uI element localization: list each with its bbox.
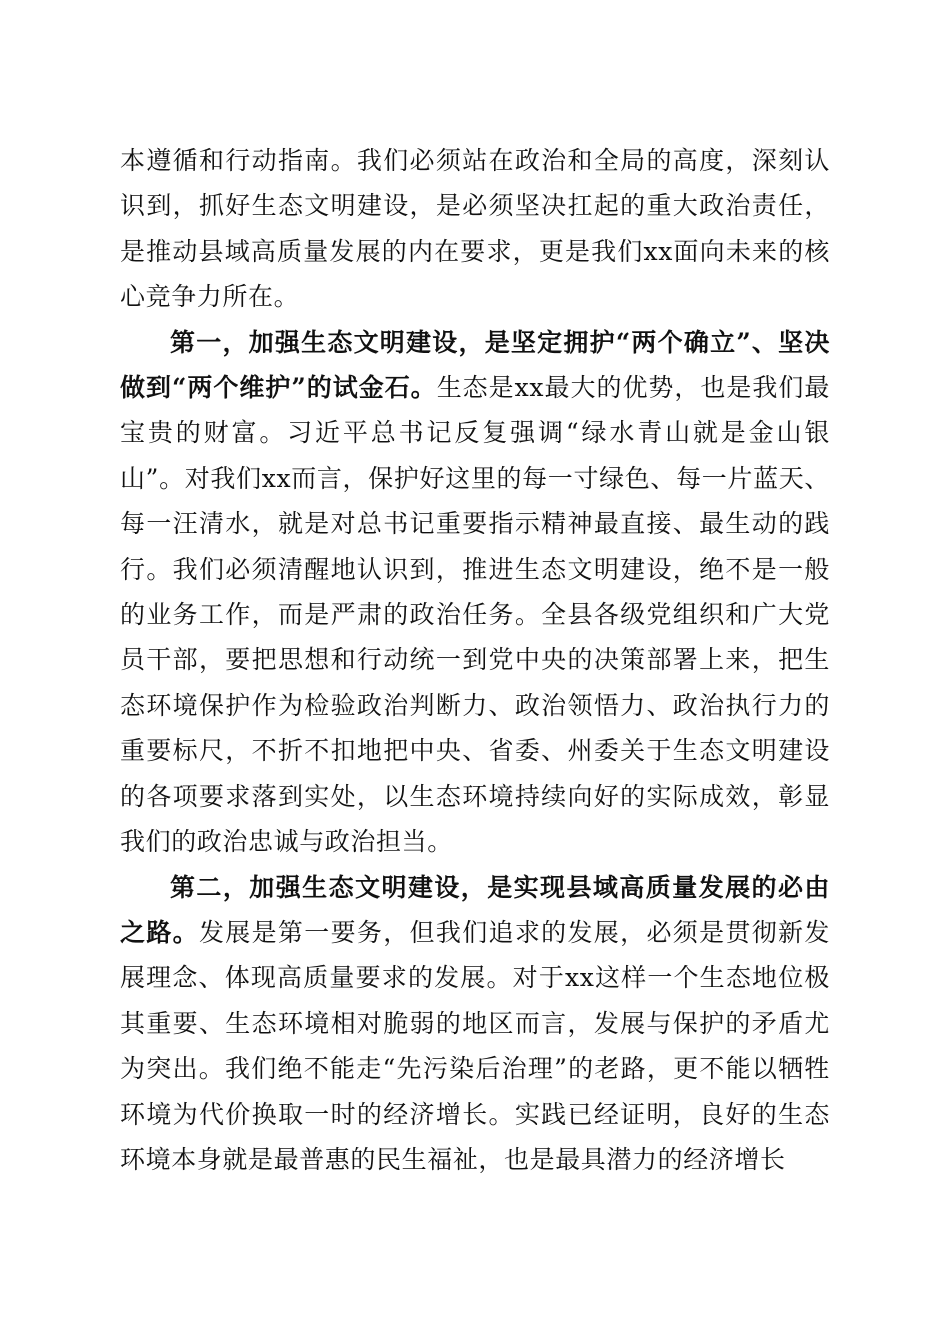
- paragraph-text: 本遵循和行动指南。我们必须站在政治和全局的高度，深刻认识到，抓好生态文明建设，是必须坚决扛起的重大政治责任，是推动县域高质量发展的内在要求，更是我们xx面向未来的核心竞争力所在。: [120, 146, 830, 312]
- paragraph-second-point: [120, 865, 830, 1183]
- paragraph-lead-heading: 第二，加强生态文明建设，是实现县域高质量发展的必由之路。: [120, 872, 830, 947]
- document-body: [120, 138, 830, 1182]
- paragraph-lead-heading: 第一，加强生态文明建设，是坚定拥护“两个确立”、坚决做到“两个维护”的试金石。: [120, 327, 830, 403]
- paragraph-text: 生态是xx最大的优势，也是我们最宝贵的财富。习近平总书记反复强调“绿水青山就是金山银山”。对我们xx而言，保护好这里的每一寸绿色、每一片蓝天、每一汪清水，就是对总书记重要指示精神最直接、最生动的践行。我们必须清醒地认识到，推进生态文明建设，绝不是一般的业务工作，而是严肃的政治任务。全县各级党组织和广大党员干部，要把思想和行动统一到党中央的决策部署上来，把生态环境保护作为检验政治判断力、政治领悟力、政治执行力的重要标尺，不折不扣地把中央、省委、州委关于生态文明建设的各项要求落到实处，以生态环境持续向好的实际成效，彰显我们的政治忠诚与政治担当。: [120, 373, 830, 857]
- paragraph-continuation: [120, 138, 830, 320]
- paragraph-first-point: [120, 320, 830, 865]
- paragraph-text: 发展是第一要务，但我们追求的发展，必须是贯彻新发展理念、体现高质量要求的发展。对于xx这样一个生态地位极其重要、生态环境相对脆弱的地区而言，发展与保护的矛盾尤为突出。我们绝不能走“先污染后治理”的老路，更不能以牺牲环境为代价换取一时的经济增长。实践已经证明，良好的生态环境本身就是最普惠的民生福祉，也是最具潜力的经济增长: [120, 917, 830, 1174]
